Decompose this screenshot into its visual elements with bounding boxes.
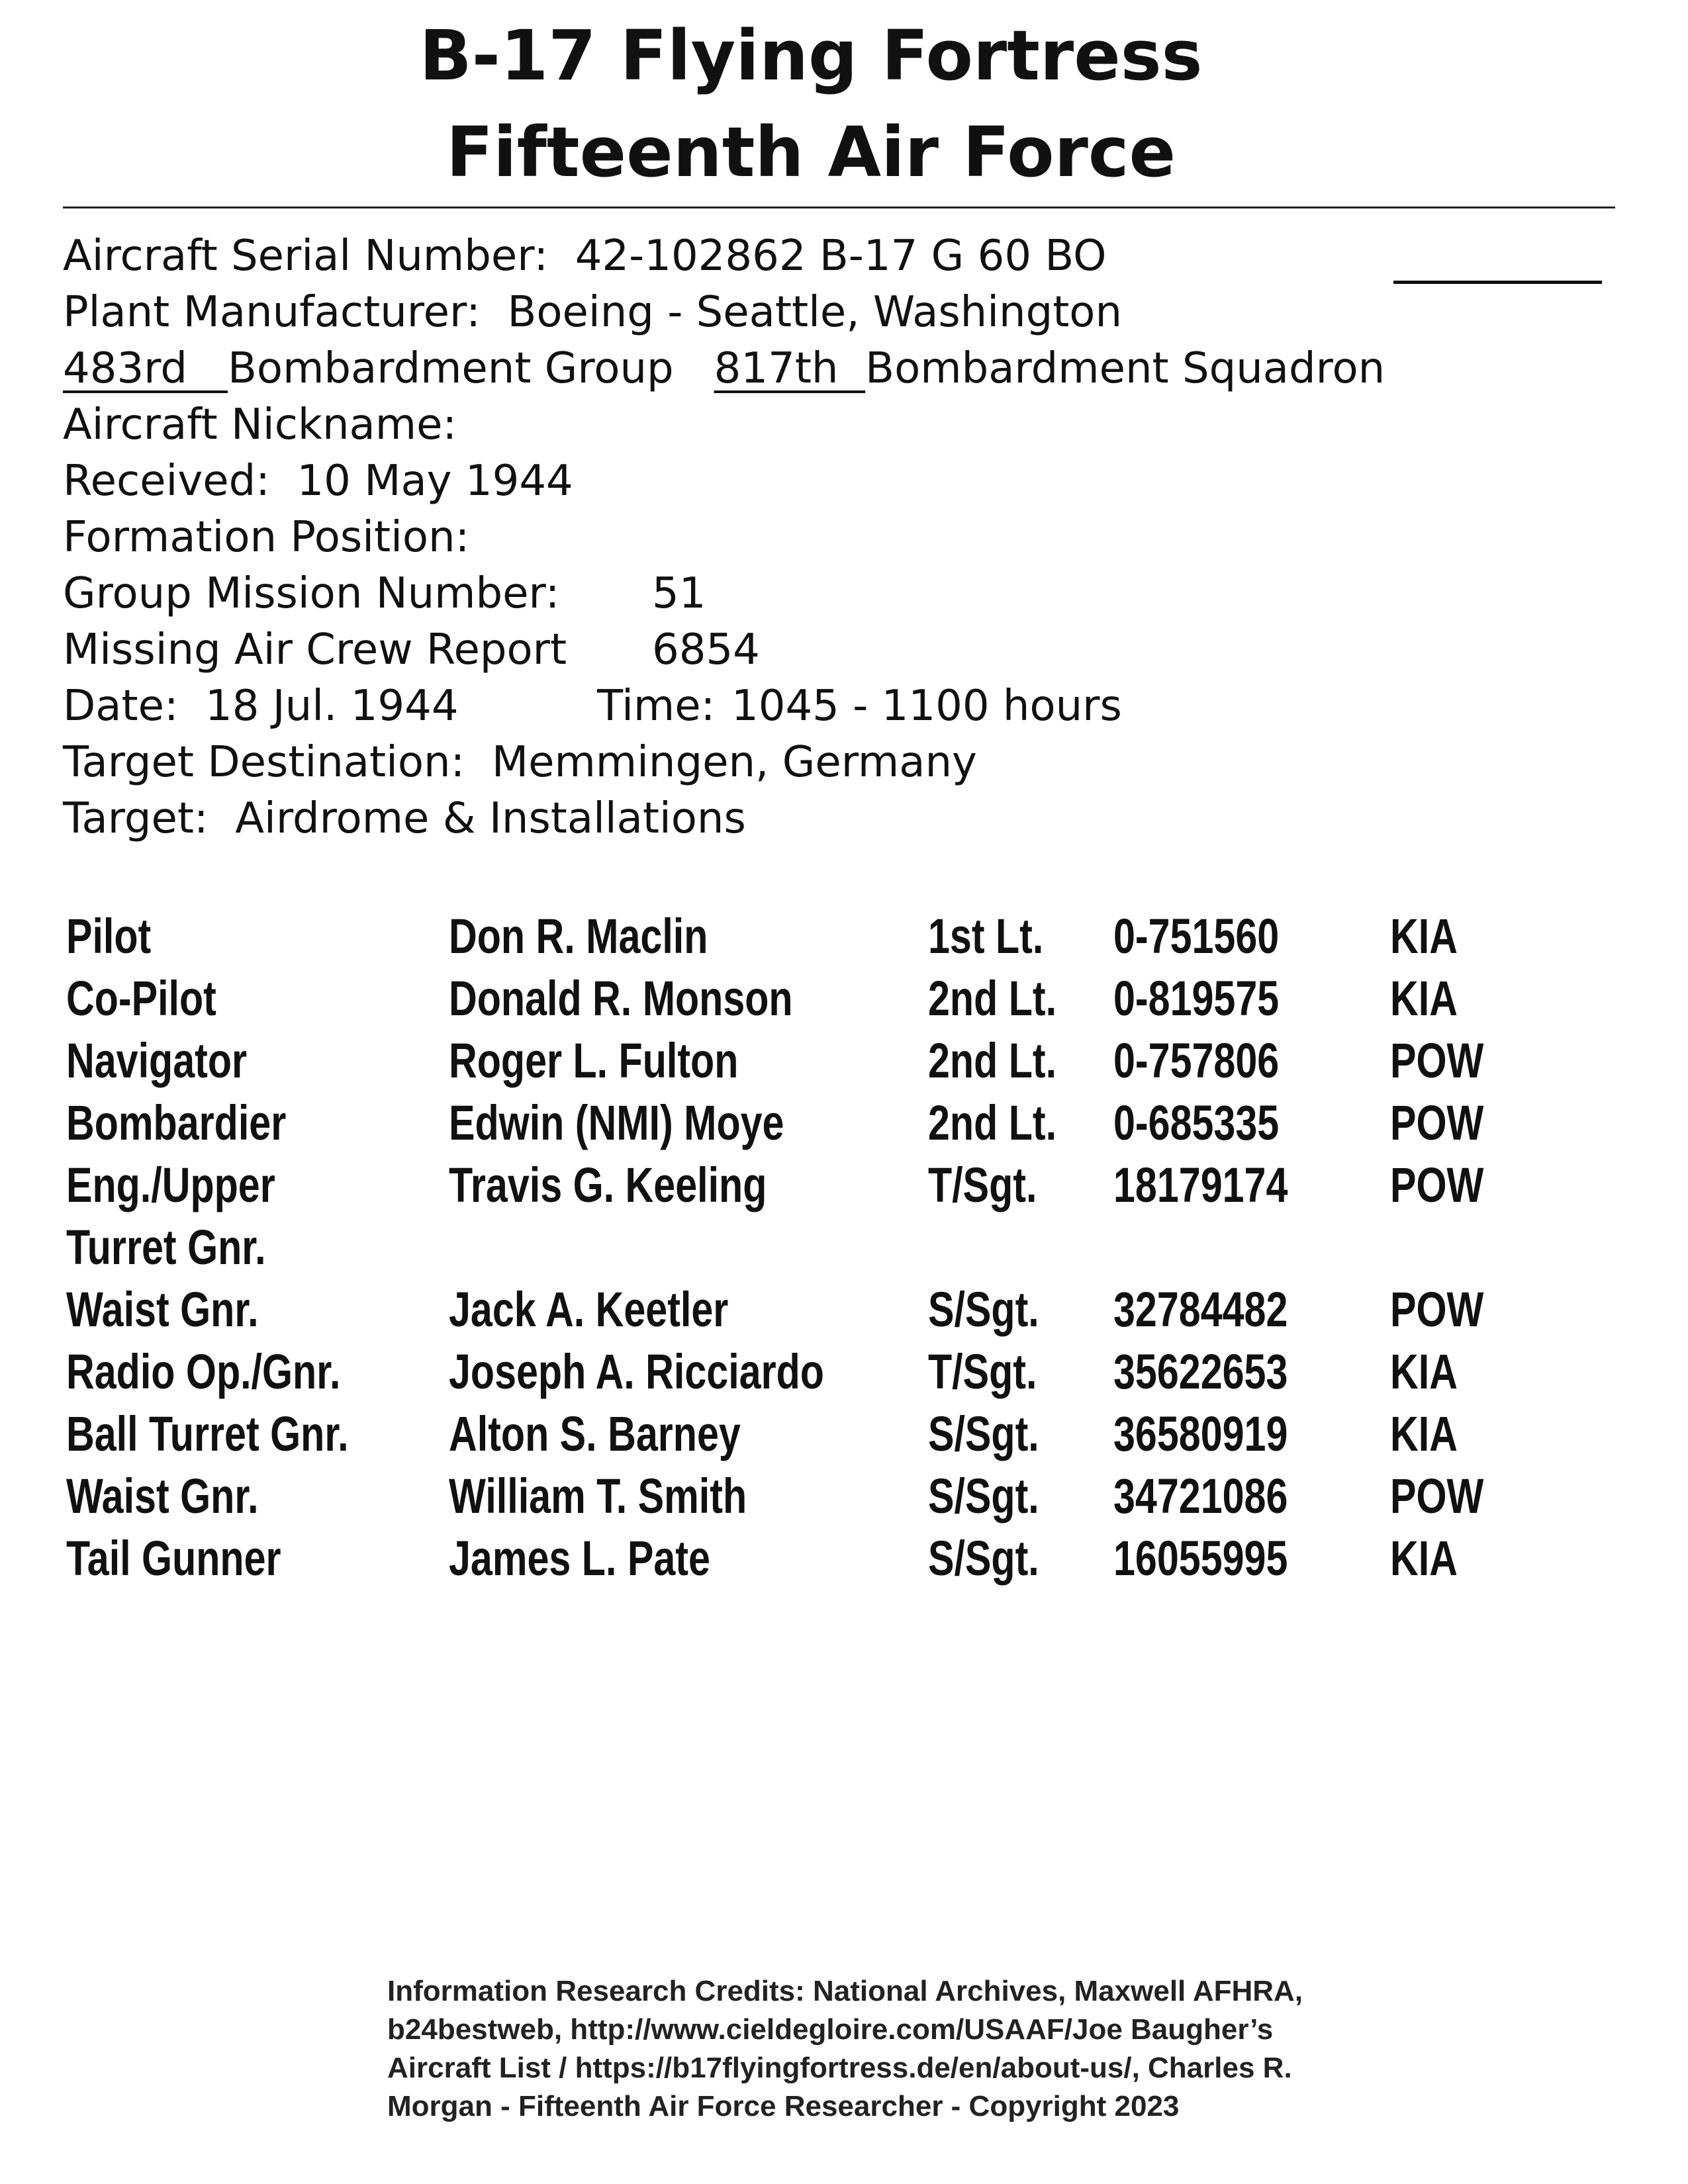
- crew-rank: S/Sgt.: [928, 1282, 1039, 1337]
- received-label: Received:: [63, 457, 270, 506]
- crew-status: KIA: [1390, 1344, 1458, 1399]
- crew-position: Navigator: [66, 1033, 248, 1088]
- crew-serial: 0-757806: [1113, 1033, 1280, 1088]
- target-row: [63, 794, 746, 843]
- blank-fill-line: [1393, 281, 1602, 284]
- crew-name: Edwin (NMI) Moye: [449, 1095, 784, 1150]
- crew-serial: 32784482: [1113, 1282, 1288, 1337]
- page-title: B-17 Flying Fortress: [419, 15, 1203, 96]
- crew-serial: 16055995: [1113, 1531, 1288, 1586]
- crew-status: KIA: [1390, 1531, 1458, 1586]
- crew-position: Radio Op./Gnr.: [66, 1344, 341, 1399]
- crew-status: KIA: [1390, 971, 1458, 1026]
- squadron-number: 817th: [714, 344, 839, 393]
- crew-rank: 1st Lt.: [928, 909, 1044, 964]
- crew-name: Joseph A. Ricciardo: [449, 1344, 824, 1399]
- squadron-label: Bombardment Squadron: [865, 344, 1385, 393]
- nickname-label: Aircraft Nickname:: [63, 400, 457, 449]
- crew-position: Pilot: [66, 909, 152, 964]
- manufacturer-label: Plant Manufacturer:: [63, 288, 481, 337]
- received-value: 10 May 1944: [297, 457, 573, 506]
- mission-row: [63, 569, 706, 618]
- date-time-row: [63, 682, 1122, 731]
- crew-position: Waist Gnr.: [66, 1282, 259, 1337]
- crew-status: POW: [1390, 1282, 1484, 1337]
- time-label: Time:: [597, 682, 716, 731]
- crew-serial: 34721086: [1113, 1469, 1288, 1524]
- manufacturer-value: Boeing - Seattle, Washington: [507, 288, 1122, 337]
- crew-status: POW: [1390, 1033, 1484, 1088]
- group-label: Bombardment Group: [228, 344, 674, 393]
- date-label: Date:: [63, 682, 179, 731]
- crew-serial: 0-751560: [1113, 909, 1280, 964]
- credits-line: Aircraft List / https://b17flyingfortress.de/en/about-us/, Charles R.: [387, 2052, 1292, 2084]
- group-number: 483rd: [63, 344, 187, 393]
- time-value: 1045 - 1100 hours: [731, 682, 1122, 731]
- target-label: Target:: [63, 794, 209, 843]
- target-value: Airdrome & Installations: [235, 794, 746, 843]
- crew-name: Alton S. Barney: [449, 1406, 741, 1461]
- destination-label: Target Destination:: [63, 738, 465, 787]
- crew-rank: 2nd Lt.: [928, 971, 1057, 1026]
- serial-value: 42-102862 B-17 G 60 BO: [575, 232, 1107, 281]
- crew-name: James L. Pate: [449, 1531, 710, 1586]
- crew-name: Travis G. Keeling: [449, 1158, 767, 1212]
- crew-status: POW: [1390, 1469, 1484, 1524]
- crew-status: KIA: [1390, 1406, 1458, 1461]
- crew-serial: 35622653: [1113, 1344, 1288, 1399]
- crew-rank: S/Sgt.: [928, 1469, 1039, 1524]
- crew-position: Eng./Upper: [66, 1158, 275, 1212]
- date-value: 18 Jul. 1944: [205, 682, 459, 731]
- crew-serial: 0-685335: [1113, 1095, 1280, 1150]
- crew-status: KIA: [1390, 909, 1458, 964]
- crew-name: Roger L. Fulton: [449, 1033, 739, 1088]
- page-subtitle: Fifteenth Air Force: [445, 112, 1176, 193]
- serial-row: [63, 232, 1107, 281]
- credits-line: Information Research Credits: National Archives, Maxwell AFHRA,: [387, 1975, 1303, 2007]
- crew-serial: 18179174: [1113, 1158, 1288, 1212]
- crew-rank: T/Sgt.: [928, 1158, 1037, 1212]
- crew-rank: S/Sgt.: [928, 1406, 1039, 1461]
- crew-name: William T. Smith: [449, 1469, 747, 1524]
- destination-value: Memmingen, Germany: [491, 738, 977, 787]
- crew-position: Bombardier: [66, 1095, 287, 1150]
- research-credits: [387, 1972, 1380, 2126]
- mission-value: 51: [652, 569, 706, 618]
- manufacturer-row: [63, 288, 1122, 337]
- crew-position: Ball Turret Gnr.: [66, 1406, 349, 1461]
- credits-line: b24bestweb, http://www.cieldegloire.com/USAAF/Joe Baugher’s: [387, 2013, 1274, 2046]
- crew-name: Donald R. Monson: [449, 971, 793, 1026]
- crew-status: POW: [1390, 1095, 1484, 1150]
- macr-row: [63, 625, 760, 674]
- crew-name: Don R. Maclin: [449, 909, 708, 964]
- crew-position: Waist Gnr.: [66, 1469, 259, 1524]
- credits-line: Morgan - Fifteenth Air Force Researcher - Copyright 2023: [387, 2090, 1180, 2122]
- mission-label: Group Mission Number:: [63, 569, 560, 618]
- group-row: [63, 344, 1385, 393]
- formation-label: Formation Position:: [63, 513, 470, 562]
- crew-rank: T/Sgt.: [928, 1344, 1037, 1399]
- destination-row: [63, 738, 977, 787]
- crew-rank: S/Sgt.: [928, 1531, 1039, 1586]
- received-row: [63, 457, 573, 506]
- crew-rank: 2nd Lt.: [928, 1095, 1057, 1150]
- crew-position-line2: Turret Gnr.: [66, 1220, 266, 1275]
- crew-position: Co-Pilot: [66, 971, 216, 1026]
- crew-status: POW: [1390, 1158, 1484, 1212]
- header-divider: [63, 206, 1615, 208]
- macr-label: Missing Air Crew Report: [63, 625, 567, 674]
- crew-serial: 36580919: [1113, 1406, 1288, 1461]
- crew-position: Tail Gunner: [66, 1531, 281, 1586]
- serial-label: Aircraft Serial Number:: [63, 232, 548, 281]
- crew-name: Jack A. Keetler: [449, 1282, 729, 1337]
- macr-value: 6854: [652, 625, 760, 674]
- crew-serial: 0-819575: [1113, 971, 1280, 1026]
- crew-rank: 2nd Lt.: [928, 1033, 1057, 1088]
